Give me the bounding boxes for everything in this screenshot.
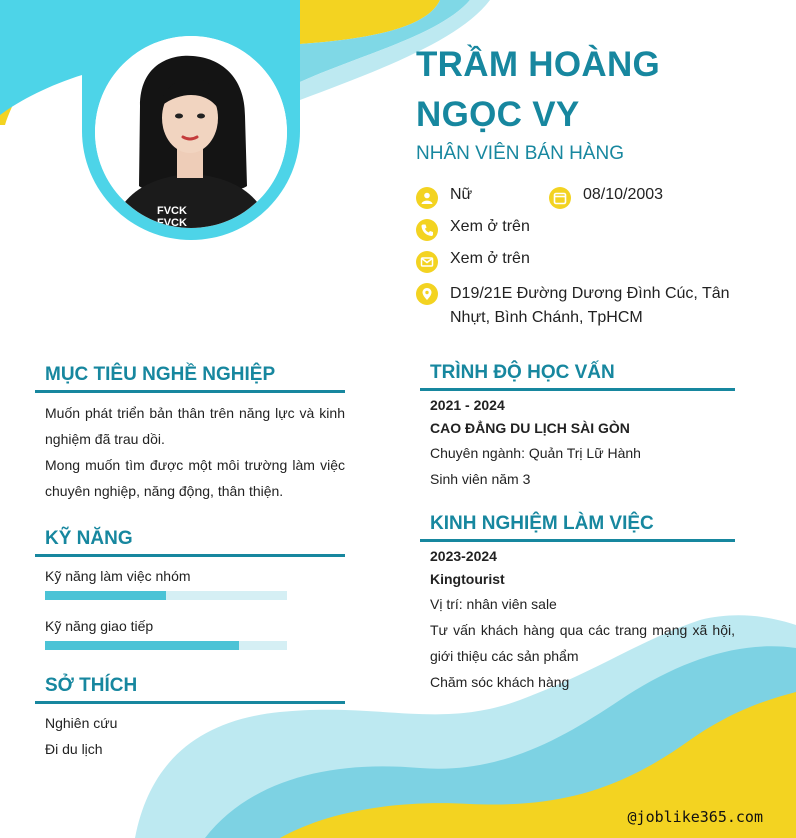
gender-value: Nữ bbox=[450, 186, 473, 203]
school-name: CAO ĐẲNG DU LỊCH SÀI GÒN bbox=[430, 420, 630, 436]
objective-paragraph: Mong muốn tìm được một môi trường làm việc chuyên nghiệp, năng động, thân thiện. bbox=[45, 457, 345, 499]
skill-bar bbox=[45, 591, 287, 600]
phone-value: Xem ở trên bbox=[450, 218, 530, 235]
experience-period: 2023-2024 bbox=[430, 548, 497, 564]
location-icon bbox=[416, 283, 438, 305]
job-title: NHÂN VIÊN BÁN HÀNG bbox=[416, 143, 624, 164]
skill-item bbox=[35, 618, 345, 650]
skill-label: Kỹ năng giao tiếp bbox=[45, 618, 154, 634]
address-value: D19/21E Đường Dương Đình Cúc, Tân Nhựt, Bình Chánh, TpHCM bbox=[450, 285, 730, 326]
skill-bar-fill bbox=[45, 591, 166, 600]
skill-bar-fill bbox=[45, 641, 239, 650]
phone-row bbox=[416, 218, 530, 241]
experience-detail: Chăm sóc khách hàng bbox=[430, 674, 570, 690]
objective-paragraph: Muốn phát triển bản thân trên năng lực và kinh nghiệm đã trau dồi. bbox=[45, 405, 345, 447]
skill-bar bbox=[45, 641, 287, 650]
address-row bbox=[416, 282, 768, 330]
email-value: Xem ở trên bbox=[450, 250, 530, 267]
education-title: TRÌNH ĐỘ HỌC VẤN bbox=[420, 362, 735, 391]
experience-section bbox=[420, 513, 735, 695]
person-icon bbox=[416, 187, 438, 209]
birthday-row bbox=[549, 186, 663, 209]
svg-text:FVCK: FVCK bbox=[157, 205, 187, 217]
education-detail: Sinh viên năm 3 bbox=[430, 471, 531, 487]
gender-row bbox=[416, 186, 472, 209]
watermark: @joblike365.com bbox=[627, 808, 763, 826]
skill-item bbox=[35, 568, 345, 600]
birthday-value: 08/10/2003 bbox=[583, 186, 664, 203]
skills-section bbox=[35, 528, 345, 650]
phone-icon bbox=[416, 219, 438, 241]
calendar-icon bbox=[549, 187, 571, 209]
email-row bbox=[416, 250, 530, 273]
hobby-item: Đi du lịch bbox=[45, 741, 103, 757]
hobby-item: Nghiên cứu bbox=[45, 715, 118, 731]
skill-label: Kỹ năng làm việc nhóm bbox=[45, 568, 191, 584]
education-section bbox=[420, 362, 735, 492]
experience-detail: Tư vấn khách hàng qua các trang mạng xã hội, giới thiệu các sản phẩm bbox=[430, 622, 735, 664]
profile-photo bbox=[95, 36, 287, 228]
hobbies-title: SỞ THÍCH bbox=[35, 675, 345, 704]
objective-section bbox=[35, 364, 345, 504]
company-name: Kingtourist bbox=[430, 571, 505, 587]
mail-icon bbox=[416, 251, 438, 273]
education-detail: Chuyên ngành: Quản Trị Lữ Hành bbox=[430, 445, 641, 461]
education-period: 2021 - 2024 bbox=[430, 397, 505, 413]
candidate-name: TRẦM HOÀNG NGỌC VY bbox=[416, 45, 661, 134]
experience-title: KINH NGHIỆM LÀM VIỆC bbox=[420, 513, 735, 542]
experience-detail: Vị trí: nhân viên sale bbox=[430, 596, 557, 612]
skills-title: KỸ NĂNG bbox=[35, 528, 345, 557]
svg-text:FVCK: FVCK bbox=[157, 217, 187, 228]
hobbies-section bbox=[35, 675, 345, 762]
objective-title: MỤC TIÊU NGHỀ NGHIỆP bbox=[35, 364, 345, 393]
